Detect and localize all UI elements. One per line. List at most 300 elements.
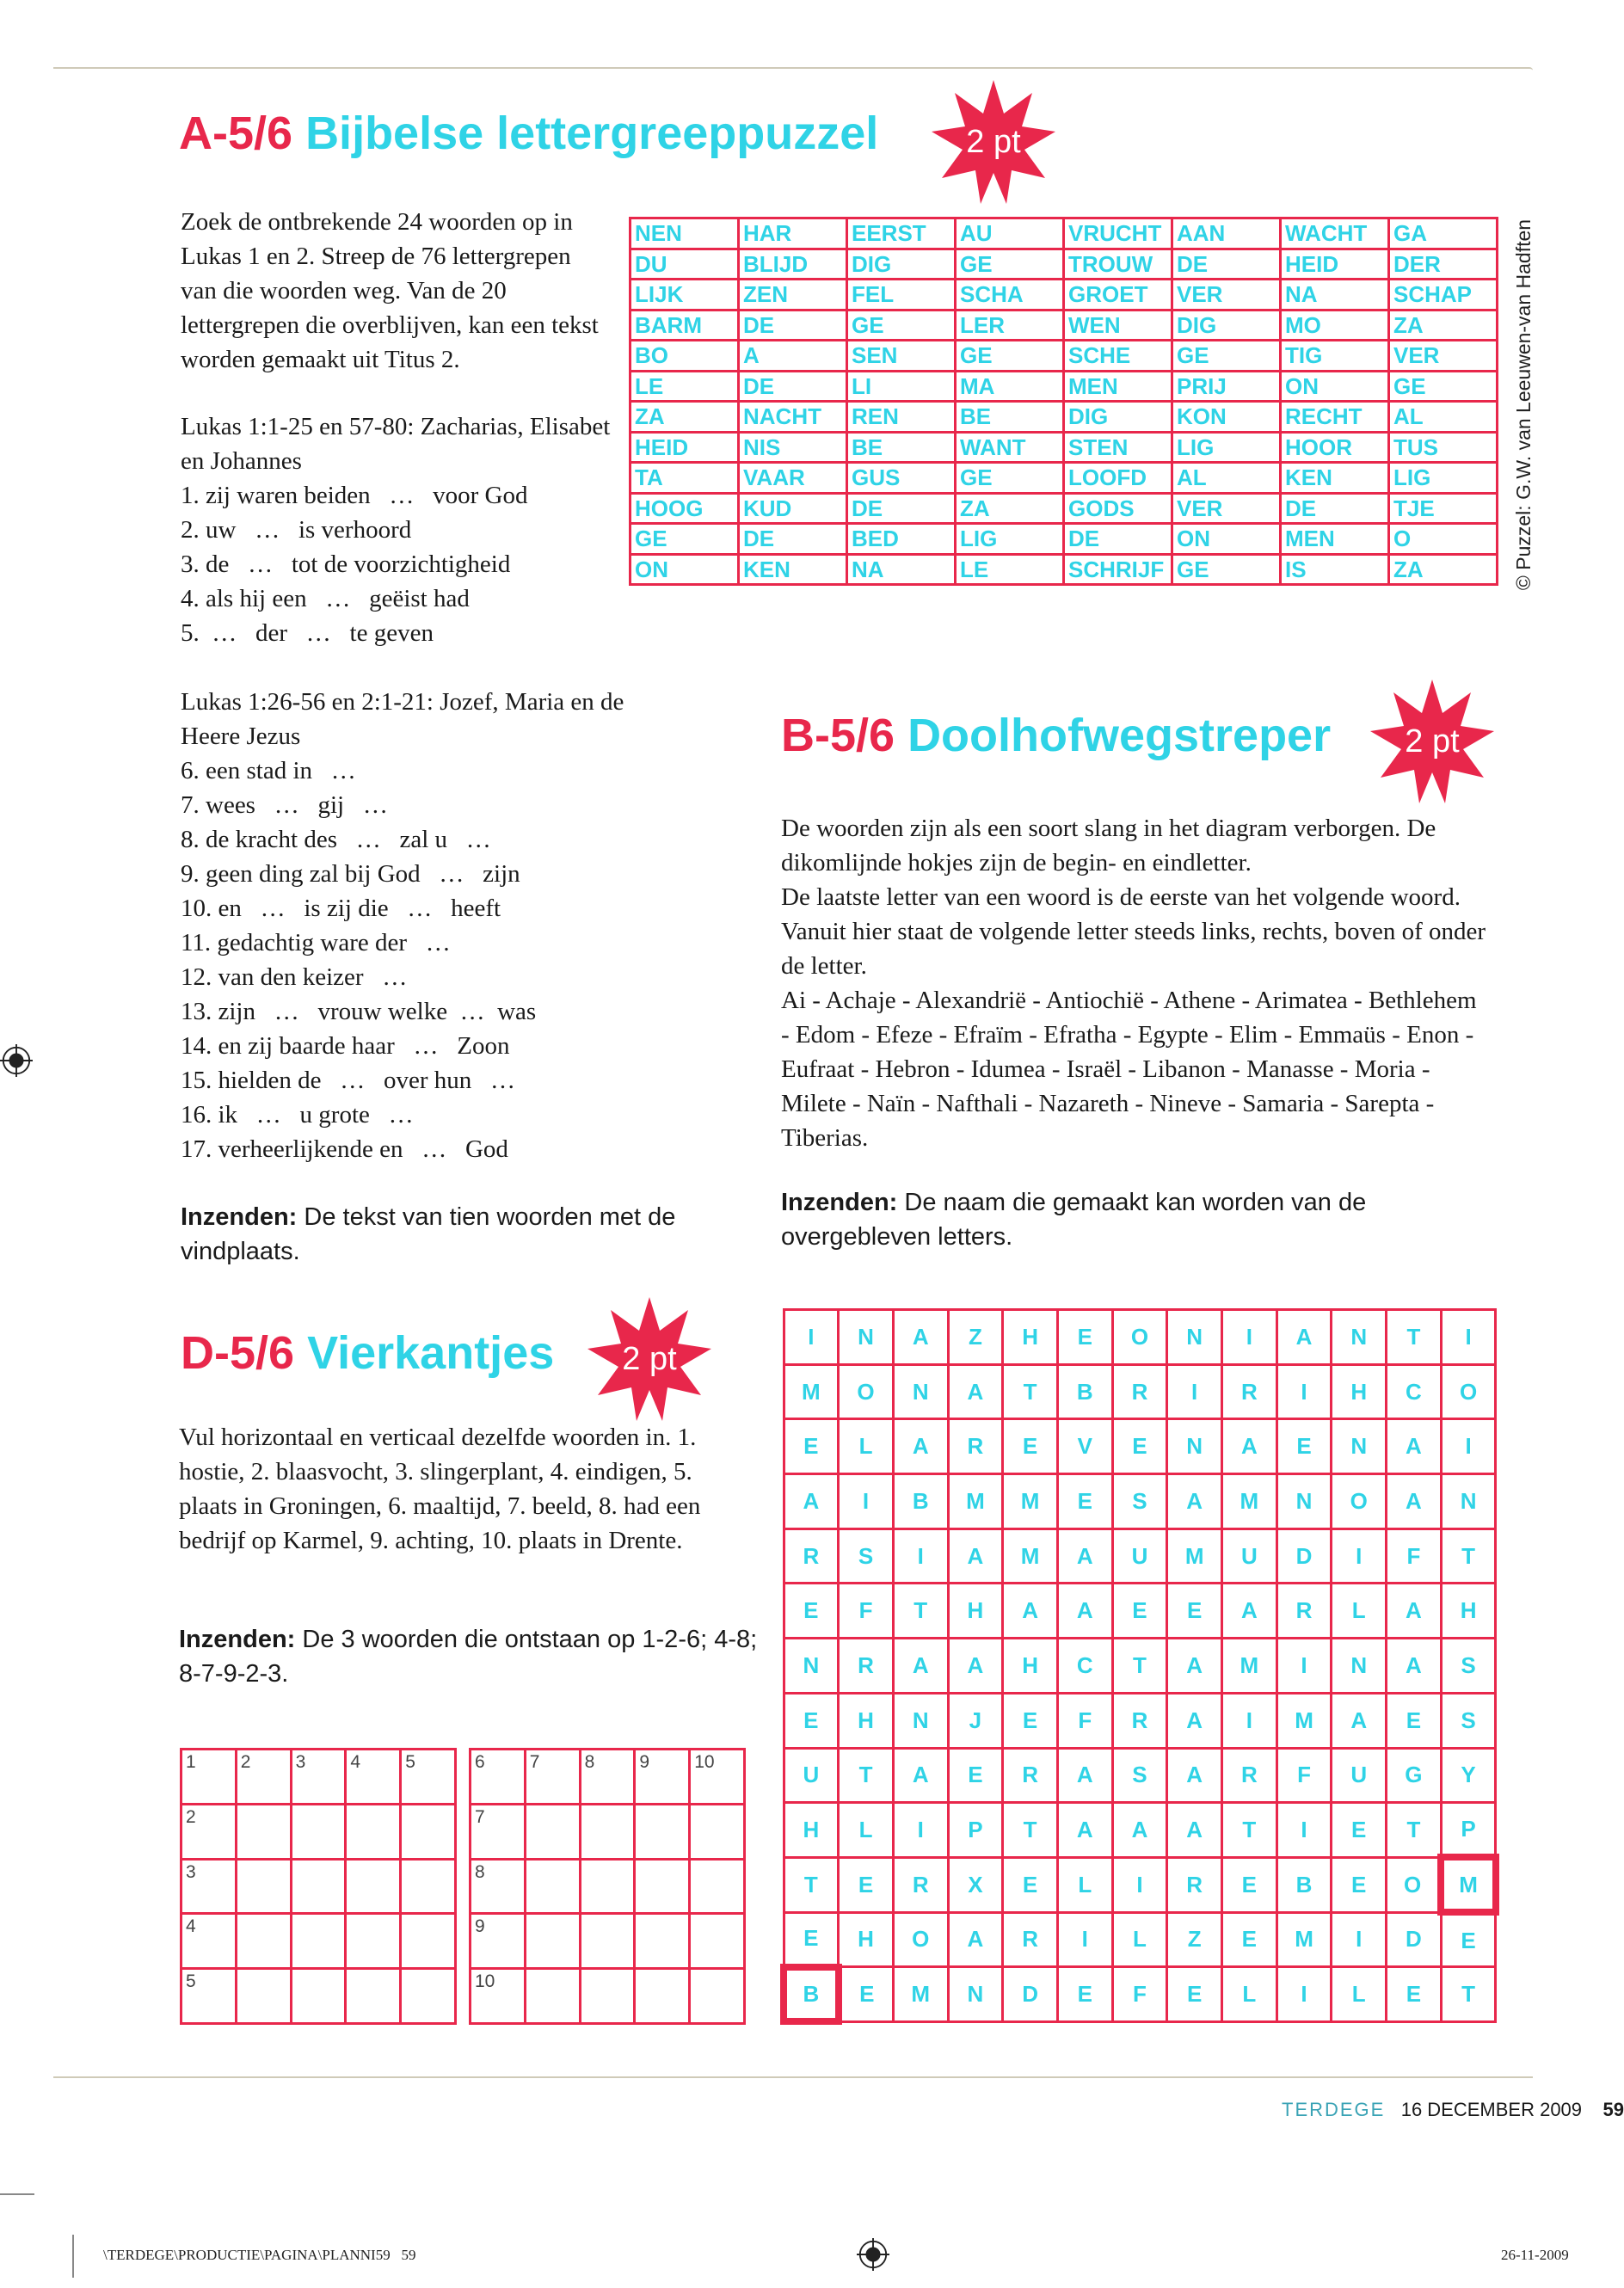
syllable-cell[interactable]: ZEN xyxy=(739,280,847,311)
grid-cell[interactable] xyxy=(690,1804,745,1859)
grid-cell[interactable] xyxy=(690,1914,745,1969)
maze-cell[interactable]: E xyxy=(1003,1419,1058,1474)
maze-cell[interactable]: M xyxy=(1003,1528,1058,1584)
syllable-cell[interactable]: NA xyxy=(847,554,956,585)
maze-cell[interactable]: U xyxy=(1112,1528,1167,1584)
maze-cell[interactable]: O xyxy=(1441,1364,1496,1419)
maze-cell[interactable]: E xyxy=(784,1584,839,1639)
maze-cell[interactable]: R xyxy=(1222,1364,1277,1419)
grid-cell[interactable] xyxy=(236,1914,291,1969)
syllable-cell[interactable]: VER xyxy=(1389,341,1498,372)
syllable-cell[interactable]: MA xyxy=(956,371,1064,402)
maze-cell[interactable]: A xyxy=(948,1639,1003,1694)
syllable-cell[interactable]: ON xyxy=(631,554,739,585)
syllable-cell[interactable]: GA xyxy=(1389,218,1498,249)
maze-cell[interactable]: I xyxy=(784,1310,839,1365)
syllable-cell[interactable]: DE xyxy=(739,310,847,341)
syllable-cell[interactable]: GE xyxy=(631,524,739,555)
maze-cell[interactable]: E xyxy=(839,1857,894,1912)
syllable-cell[interactable]: DE xyxy=(739,371,847,402)
grid-cell[interactable] xyxy=(236,1804,291,1859)
maze-cell[interactable]: R xyxy=(784,1528,839,1584)
maze-cell[interactable]: R xyxy=(948,1419,1003,1474)
maze-cell[interactable]: O xyxy=(839,1364,894,1419)
maze-cell[interactable]: E xyxy=(1387,1693,1442,1748)
syllable-cell[interactable]: VER xyxy=(1172,493,1281,524)
grid-cell[interactable] xyxy=(525,1969,580,2024)
syllable-cell[interactable]: VER xyxy=(1172,280,1281,311)
syllable-cell[interactable]: GODS xyxy=(1064,493,1172,524)
syllable-cell[interactable]: FEL xyxy=(847,280,956,311)
maze-cell[interactable]: E xyxy=(1167,1584,1222,1639)
maze-cell[interactable]: T xyxy=(1112,1639,1167,1694)
maze-cell[interactable]: G xyxy=(1387,1748,1442,1803)
maze-cell[interactable]: I xyxy=(1441,1419,1496,1474)
maze-cell[interactable]: B xyxy=(893,1474,948,1529)
grid-cell[interactable] xyxy=(635,1969,690,2024)
maze-cell[interactable]: F xyxy=(1112,1967,1167,2022)
syllable-cell[interactable]: LER xyxy=(956,310,1064,341)
maze-cell[interactable]: L xyxy=(1332,1584,1387,1639)
syllable-cell[interactable]: DE xyxy=(847,493,956,524)
syllable-cell[interactable]: DE xyxy=(1172,249,1281,280)
maze-cell[interactable]: T xyxy=(1387,1310,1442,1365)
syllable-cell[interactable]: LIJK xyxy=(631,280,739,311)
syllable-cell[interactable]: LIG xyxy=(1172,432,1281,463)
grid-cell[interactable] xyxy=(525,1804,580,1859)
maze-cell[interactable]: N xyxy=(1441,1474,1496,1529)
maze-cell[interactable]: A xyxy=(1057,1584,1112,1639)
syllable-cell[interactable]: DE xyxy=(1281,493,1389,524)
syllable-cell[interactable]: DIG xyxy=(847,249,956,280)
grid-cell[interactable] xyxy=(346,1914,401,1969)
grid-cell[interactable]: 8 xyxy=(471,1859,526,1914)
grid-cell[interactable]: 2 xyxy=(181,1804,237,1859)
maze-cell[interactable]: E xyxy=(839,1967,894,2022)
maze-cell[interactable]: A xyxy=(948,1528,1003,1584)
grid-cell[interactable] xyxy=(236,1859,291,1914)
grid-cell[interactable] xyxy=(346,1804,401,1859)
maze-cell[interactable]: Z xyxy=(1167,1912,1222,1967)
maze-cell[interactable]: A xyxy=(1003,1584,1058,1639)
maze-cell[interactable]: L xyxy=(1057,1857,1112,1912)
maze-cell[interactable]: M xyxy=(893,1967,948,2022)
syllable-cell[interactable]: VAAR xyxy=(739,463,847,494)
maze-cell[interactable]: A xyxy=(1222,1584,1277,1639)
syllable-cell[interactable]: AAN xyxy=(1172,218,1281,249)
grid-cell[interactable]: 2 xyxy=(236,1750,291,1805)
maze-cell[interactable]: N xyxy=(948,1967,1003,2022)
maze-cell[interactable]: R xyxy=(1276,1584,1332,1639)
maze-cell-endpoint[interactable]: B xyxy=(784,1967,839,2022)
syllable-cell[interactable]: GUS xyxy=(847,463,956,494)
maze-cell[interactable]: M xyxy=(1222,1474,1277,1529)
maze-cell[interactable]: A xyxy=(948,1912,1003,1967)
maze-cell[interactable]: O xyxy=(1387,1857,1442,1912)
maze-cell[interactable]: T xyxy=(839,1748,894,1803)
maze-cell[interactable]: T xyxy=(1387,1803,1442,1858)
maze-cell[interactable]: R xyxy=(1167,1857,1222,1912)
maze-cell[interactable]: T xyxy=(1003,1803,1058,1858)
syllable-cell[interactable]: GE xyxy=(1172,554,1281,585)
syllable-cell[interactable]: ZA xyxy=(1389,310,1498,341)
maze-cell[interactable]: I xyxy=(1167,1364,1222,1419)
maze-cell[interactable]: Z xyxy=(948,1310,1003,1365)
syllable-cell[interactable]: WANT xyxy=(956,432,1064,463)
syllable-cell[interactable]: TUS xyxy=(1389,432,1498,463)
syllable-cell[interactable]: HEID xyxy=(631,432,739,463)
maze-cell[interactable]: N xyxy=(1332,1639,1387,1694)
syllable-cell[interactable]: BE xyxy=(956,402,1064,433)
syllable-cell[interactable]: BED xyxy=(847,524,956,555)
maze-cell[interactable]: S xyxy=(1112,1474,1167,1529)
syllable-cell[interactable]: PRIJ xyxy=(1172,371,1281,402)
maze-cell[interactable]: V xyxy=(1057,1419,1112,1474)
maze-cell[interactable]: R xyxy=(1112,1693,1167,1748)
maze-cell[interactable]: I xyxy=(1332,1912,1387,1967)
maze-cell[interactable]: I xyxy=(1276,1803,1332,1858)
syllable-cell[interactable]: TIG xyxy=(1281,341,1389,372)
maze-cell[interactable]: T xyxy=(1222,1803,1277,1858)
maze-cell[interactable]: A xyxy=(893,1419,948,1474)
maze-cell[interactable]: E xyxy=(1441,1912,1496,1967)
syllable-cell[interactable]: O xyxy=(1389,524,1498,555)
maze-cell[interactable]: E xyxy=(784,1693,839,1748)
maze-cell[interactable]: F xyxy=(839,1584,894,1639)
syllable-cell[interactable]: HAR xyxy=(739,218,847,249)
syllable-cell[interactable]: DIG xyxy=(1064,402,1172,433)
maze-cell[interactable]: A xyxy=(784,1474,839,1529)
syllable-cell[interactable]: BE xyxy=(847,432,956,463)
maze-cell[interactable]: P xyxy=(948,1803,1003,1858)
maze-cell[interactable]: I xyxy=(1441,1310,1496,1365)
syllable-cell[interactable]: LOOFD xyxy=(1064,463,1172,494)
maze-cell[interactable]: I xyxy=(1276,1639,1332,1694)
maze-cell[interactable]: A xyxy=(1387,1639,1442,1694)
syllable-cell[interactable]: DER xyxy=(1389,249,1498,280)
maze-cell[interactable]: R xyxy=(1222,1748,1277,1803)
maze-cell[interactable]: L xyxy=(1112,1912,1167,1967)
maze-cell[interactable]: N xyxy=(1332,1310,1387,1365)
syllable-cell[interactable]: MEN xyxy=(1064,371,1172,402)
syllable-cell[interactable]: ZA xyxy=(956,493,1064,524)
syllable-cell[interactable]: TJE xyxy=(1389,493,1498,524)
maze-cell[interactable]: E xyxy=(1332,1803,1387,1858)
grid-cell[interactable]: 9 xyxy=(471,1914,526,1969)
maze-cell[interactable]: X xyxy=(948,1857,1003,1912)
grid-cell[interactable] xyxy=(635,1859,690,1914)
maze-cell[interactable]: R xyxy=(893,1857,948,1912)
syllable-cell[interactable]: ON xyxy=(1281,371,1389,402)
maze-cell[interactable]: N xyxy=(1276,1474,1332,1529)
syllable-cell[interactable]: A xyxy=(739,341,847,372)
maze-cell[interactable]: E xyxy=(948,1748,1003,1803)
maze-cell[interactable]: E xyxy=(1003,1693,1058,1748)
maze-cell[interactable]: E xyxy=(784,1912,839,1967)
syllable-cell[interactable]: BARM xyxy=(631,310,739,341)
grid-cell[interactable] xyxy=(401,1969,456,2024)
maze-cell[interactable]: E xyxy=(784,1419,839,1474)
maze-cell[interactable]: H xyxy=(1003,1310,1058,1365)
syllable-cell[interactable]: GE xyxy=(956,249,1064,280)
syllable-cell[interactable]: NACHT xyxy=(739,402,847,433)
maze-cell[interactable]: N xyxy=(839,1310,894,1365)
maze-cell[interactable]: A xyxy=(1332,1693,1387,1748)
grid-cell[interactable] xyxy=(525,1914,580,1969)
grid-cell[interactable]: 1 xyxy=(181,1750,237,1805)
syllable-cell[interactable]: ON xyxy=(1172,524,1281,555)
maze-cell-endpoint[interactable]: M xyxy=(1441,1857,1496,1912)
maze-cell[interactable]: A xyxy=(1167,1639,1222,1694)
maze-cell[interactable]: S xyxy=(1112,1748,1167,1803)
maze-cell[interactable]: N xyxy=(893,1693,948,1748)
syllable-cell[interactable]: LI xyxy=(847,371,956,402)
maze-cell[interactable]: T xyxy=(784,1857,839,1912)
syllable-cell[interactable]: GE xyxy=(847,310,956,341)
grid-cell[interactable]: 3 xyxy=(291,1750,346,1805)
grid-cell[interactable]: 7 xyxy=(471,1804,526,1859)
grid-cell[interactable] xyxy=(635,1914,690,1969)
maze-cell[interactable]: O xyxy=(1112,1310,1167,1365)
maze-cell[interactable]: I xyxy=(1332,1528,1387,1584)
grid-cell[interactable]: 8 xyxy=(580,1750,635,1805)
maze-cell[interactable]: S xyxy=(1441,1693,1496,1748)
syllable-cell[interactable]: NEN xyxy=(631,218,739,249)
maze-cell[interactable]: A xyxy=(1112,1803,1167,1858)
syllable-cell[interactable]: RECHT xyxy=(1281,402,1389,433)
maze-cell[interactable]: R xyxy=(839,1639,894,1694)
maze-cell[interactable]: M xyxy=(1167,1528,1222,1584)
syllable-cell[interactable]: AL xyxy=(1389,402,1498,433)
grid-cell[interactable]: 4 xyxy=(181,1914,237,1969)
syllable-cell[interactable]: NA xyxy=(1281,280,1389,311)
maze-cell[interactable]: A xyxy=(893,1748,948,1803)
syllable-cell[interactable]: LIG xyxy=(956,524,1064,555)
maze-cell[interactable]: I xyxy=(1057,1912,1112,1967)
grid-cell[interactable]: 10 xyxy=(690,1750,745,1805)
grid-cell[interactable] xyxy=(690,1969,745,2024)
syllable-cell[interactable]: SEN xyxy=(847,341,956,372)
maze-cell[interactable]: C xyxy=(1387,1364,1442,1419)
syllable-cell[interactable]: GE xyxy=(1389,371,1498,402)
maze-cell[interactable]: E xyxy=(1276,1419,1332,1474)
maze-cell[interactable]: M xyxy=(1276,1912,1332,1967)
maze-cell[interactable]: A xyxy=(1057,1528,1112,1584)
maze-cell[interactable]: F xyxy=(1057,1693,1112,1748)
grid-cell[interactable] xyxy=(346,1969,401,2024)
maze-cell[interactable]: D xyxy=(1387,1912,1442,1967)
syllable-cell[interactable]: NIS xyxy=(739,432,847,463)
maze-cell[interactable]: A xyxy=(1387,1419,1442,1474)
maze-cell[interactable]: A xyxy=(893,1639,948,1694)
syllable-cell[interactable]: BLIJD xyxy=(739,249,847,280)
maze-cell[interactable]: A xyxy=(1057,1748,1112,1803)
maze-cell[interactable]: A xyxy=(948,1364,1003,1419)
syllable-cell[interactable]: TROUW xyxy=(1064,249,1172,280)
grid-cell[interactable] xyxy=(580,1914,635,1969)
maze-cell[interactable]: M xyxy=(948,1474,1003,1529)
maze-cell[interactable]: I xyxy=(893,1528,948,1584)
maze-cell[interactable]: A xyxy=(1167,1803,1222,1858)
syllable-cell[interactable]: SCHRIJF xyxy=(1064,554,1172,585)
maze-cell[interactable]: M xyxy=(784,1364,839,1419)
syllable-cell[interactable]: REN xyxy=(847,402,956,433)
maze-cell[interactable]: E xyxy=(1167,1967,1222,2022)
maze-cell[interactable]: D xyxy=(1276,1528,1332,1584)
maze-cell[interactable]: L xyxy=(839,1803,894,1858)
maze-cell[interactable]: P xyxy=(1441,1803,1496,1858)
maze-cell[interactable]: C xyxy=(1057,1639,1112,1694)
maze-cell[interactable]: E xyxy=(1057,1967,1112,2022)
maze-cell[interactable]: L xyxy=(839,1419,894,1474)
maze-cell[interactable]: A xyxy=(1276,1310,1332,1365)
maze-cell[interactable]: E xyxy=(1387,1967,1442,2022)
syllable-cell[interactable]: WACHT xyxy=(1281,218,1389,249)
grid-cell[interactable] xyxy=(291,1859,346,1914)
syllable-cell[interactable]: BO xyxy=(631,341,739,372)
maze-cell[interactable]: A xyxy=(1387,1474,1442,1529)
maze-cell[interactable]: M xyxy=(1003,1474,1058,1529)
syllable-cell[interactable]: LIG xyxy=(1389,463,1498,494)
maze-cell[interactable]: A xyxy=(1167,1474,1222,1529)
maze-cell[interactable]: B xyxy=(1276,1857,1332,1912)
syllable-cell[interactable]: GE xyxy=(1172,341,1281,372)
grid-cell[interactable] xyxy=(291,1914,346,1969)
maze-cell[interactable]: H xyxy=(784,1803,839,1858)
grid-cell[interactable] xyxy=(580,1859,635,1914)
maze-cell[interactable]: N xyxy=(893,1364,948,1419)
syllable-cell[interactable]: GE xyxy=(956,341,1064,372)
grid-cell[interactable] xyxy=(346,1859,401,1914)
grid-cell[interactable] xyxy=(690,1859,745,1914)
syllable-cell[interactable]: KEN xyxy=(1281,463,1389,494)
maze-cell[interactable]: U xyxy=(784,1748,839,1803)
maze-cell[interactable]: N xyxy=(1332,1419,1387,1474)
maze-cell[interactable]: I xyxy=(1276,1364,1332,1419)
maze-cell[interactable]: S xyxy=(839,1528,894,1584)
grid-cell[interactable] xyxy=(291,1969,346,2024)
maze-cell[interactable]: L xyxy=(1222,1967,1277,2022)
syllable-cell[interactable]: SCHA xyxy=(956,280,1064,311)
grid-cell[interactable] xyxy=(525,1859,580,1914)
grid-cell[interactable] xyxy=(635,1804,690,1859)
grid-cell[interactable]: 10 xyxy=(471,1969,526,2024)
maze-cell[interactable]: N xyxy=(784,1639,839,1694)
maze-cell[interactable]: I xyxy=(1276,1967,1332,2022)
maze-cell[interactable]: R xyxy=(1112,1364,1167,1419)
maze-cell[interactable]: E xyxy=(1057,1474,1112,1529)
maze-cell[interactable]: I xyxy=(839,1474,894,1529)
grid-cell[interactable]: 4 xyxy=(346,1750,401,1805)
maze-cell[interactable]: L xyxy=(1332,1967,1387,2022)
maze-cell[interactable]: A xyxy=(1222,1419,1277,1474)
maze-cell[interactable]: F xyxy=(1387,1528,1442,1584)
syllable-cell[interactable]: VRUCHT xyxy=(1064,218,1172,249)
maze-cell[interactable]: A xyxy=(1167,1748,1222,1803)
maze-cell[interactable]: T xyxy=(1003,1364,1058,1419)
maze-cell[interactable]: E xyxy=(1112,1419,1167,1474)
maze-cell[interactable]: U xyxy=(1222,1528,1277,1584)
syllable-cell[interactable]: SCHE xyxy=(1064,341,1172,372)
syllable-cell[interactable]: AL xyxy=(1172,463,1281,494)
syllable-cell[interactable]: GROET xyxy=(1064,280,1172,311)
grid-cell[interactable]: 3 xyxy=(181,1859,237,1914)
maze-cell[interactable]: R xyxy=(1003,1912,1058,1967)
syllable-cell[interactable]: IS xyxy=(1281,554,1389,585)
syllable-cell[interactable]: LE xyxy=(631,371,739,402)
maze-cell[interactable]: B xyxy=(1057,1364,1112,1419)
maze-cell[interactable]: D xyxy=(1003,1967,1058,2022)
maze-cell[interactable]: O xyxy=(1332,1474,1387,1529)
maze-cell[interactable]: H xyxy=(1332,1364,1387,1419)
syllable-cell[interactable]: HOOR xyxy=(1281,432,1389,463)
grid-cell[interactable] xyxy=(291,1804,346,1859)
syllable-cell[interactable]: MO xyxy=(1281,310,1389,341)
maze-cell[interactable]: I xyxy=(1112,1857,1167,1912)
maze-cell[interactable]: U xyxy=(1332,1748,1387,1803)
syllable-cell[interactable]: KUD xyxy=(739,493,847,524)
syllable-cell[interactable]: STEN xyxy=(1064,432,1172,463)
maze-cell[interactable]: T xyxy=(893,1584,948,1639)
syllable-cell[interactable]: GE xyxy=(956,463,1064,494)
grid-cell[interactable] xyxy=(401,1804,456,1859)
maze-cell[interactable]: I xyxy=(893,1803,948,1858)
syllable-cell[interactable]: DE xyxy=(1064,524,1172,555)
maze-cell[interactable]: A xyxy=(1387,1584,1442,1639)
syllable-cell[interactable]: DIG xyxy=(1172,310,1281,341)
maze-cell[interactable]: H xyxy=(1003,1639,1058,1694)
maze-cell[interactable]: E xyxy=(1222,1912,1277,1967)
syllable-cell[interactable]: KEN xyxy=(739,554,847,585)
syllable-cell[interactable]: MEN xyxy=(1281,524,1389,555)
syllable-cell[interactable]: TA xyxy=(631,463,739,494)
maze-cell[interactable]: A xyxy=(1167,1693,1222,1748)
grid-cell[interactable]: 5 xyxy=(181,1969,237,2024)
maze-cell[interactable]: H xyxy=(839,1912,894,1967)
maze-cell[interactable]: H xyxy=(948,1584,1003,1639)
syllable-cell[interactable]: LE xyxy=(956,554,1064,585)
maze-cell[interactable]: T xyxy=(1441,1967,1496,2022)
syllable-cell[interactable]: AU xyxy=(956,218,1064,249)
syllable-cell[interactable]: SCHAP xyxy=(1389,280,1498,311)
grid-cell[interactable]: 6 xyxy=(471,1750,526,1805)
maze-cell[interactable]: N xyxy=(1167,1419,1222,1474)
grid-cell[interactable]: 5 xyxy=(401,1750,456,1805)
maze-cell[interactable]: H xyxy=(1441,1584,1496,1639)
syllable-cell[interactable]: DE xyxy=(739,524,847,555)
maze-cell[interactable]: R xyxy=(1003,1748,1058,1803)
maze-cell[interactable]: I xyxy=(1222,1310,1277,1365)
maze-cell[interactable]: I xyxy=(1222,1693,1277,1748)
grid-cell[interactable]: 9 xyxy=(635,1750,690,1805)
maze-cell[interactable]: O xyxy=(893,1912,948,1967)
maze-cell[interactable]: E xyxy=(1057,1310,1112,1365)
syllable-cell[interactable]: ZA xyxy=(1389,554,1498,585)
maze-cell[interactable]: N xyxy=(1167,1310,1222,1365)
maze-cell[interactable]: A xyxy=(893,1310,948,1365)
syllable-cell[interactable]: EERST xyxy=(847,218,956,249)
maze-cell[interactable]: T xyxy=(1441,1528,1496,1584)
syllable-cell[interactable]: HOOG xyxy=(631,493,739,524)
grid-cell[interactable] xyxy=(580,1969,635,2024)
syllable-cell[interactable]: DU xyxy=(631,249,739,280)
grid-cell[interactable]: 7 xyxy=(525,1750,580,1805)
maze-cell[interactable]: E xyxy=(1332,1857,1387,1912)
syllable-cell[interactable]: WEN xyxy=(1064,310,1172,341)
syllable-cell[interactable]: KON xyxy=(1172,402,1281,433)
maze-cell[interactable]: S xyxy=(1441,1639,1496,1694)
maze-cell[interactable]: Y xyxy=(1441,1748,1496,1803)
